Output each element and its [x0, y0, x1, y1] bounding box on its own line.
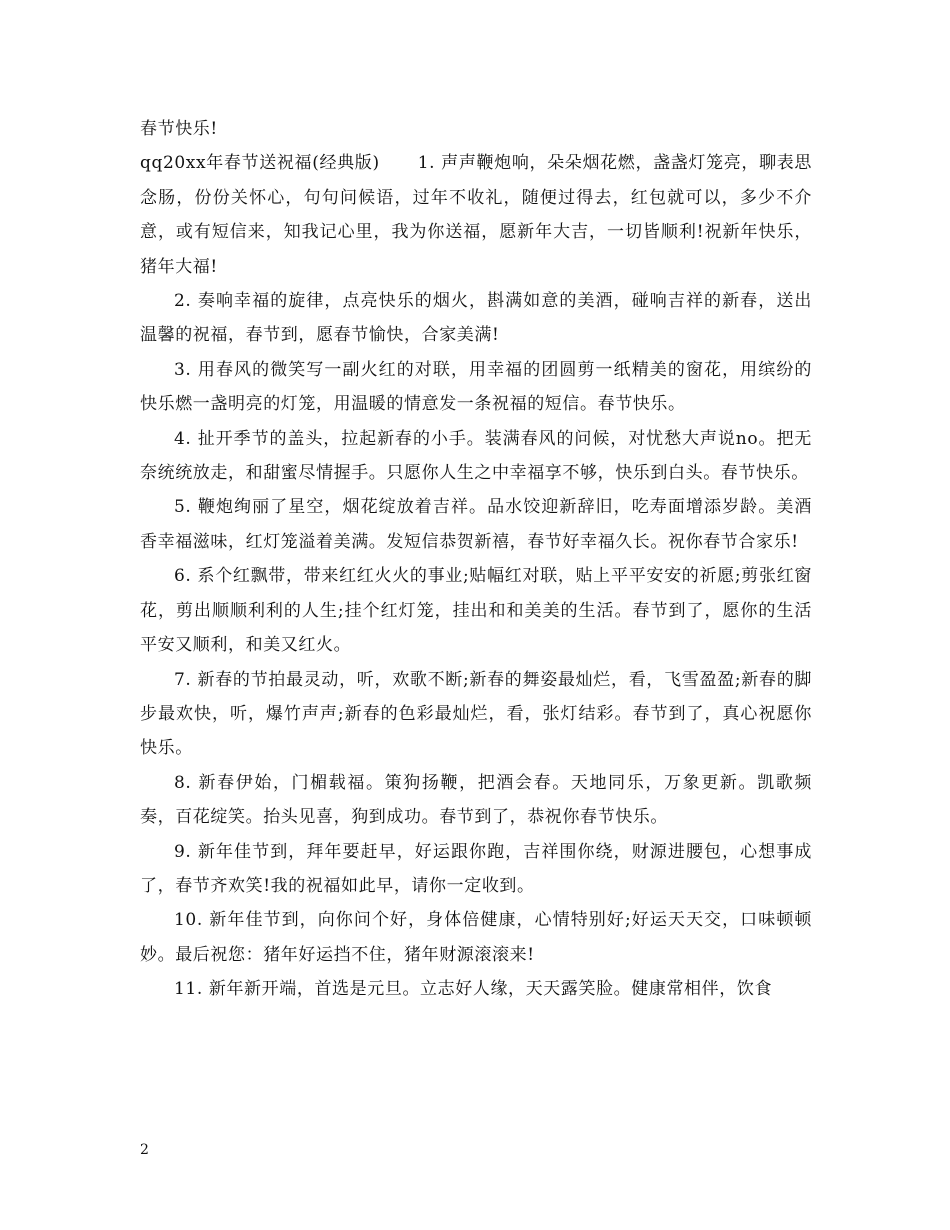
list-item-5: 5. 鞭炮绚丽了星空，烟花绽放着吉祥。品水饺迎新辞旧，吃寿面增添岁龄。美酒香幸福滋味，红灯笼溢着美满。发短信恭贺新禧，春节好幸福久长。祝你春节合家乐!	[140, 497, 812, 552]
intro-line: 春节快乐!	[140, 119, 218, 139]
heading-and-first-item	[140, 146, 812, 284]
list-item-9: 9. 新年佳节到，拜年要赶早，好运跟你跑，吉祥围你绕，财源进腰包，心想事成了，春节齐欢笑!我的祝福如此早，请你一定收到。	[140, 841, 812, 896]
article-heading: qq20xx年春节送祝福(经典版)	[140, 153, 380, 174]
page-number: 2	[140, 1142, 149, 1158]
document-body	[140, 112, 812, 1007]
list-item-4: 4. 扯开季节的盖头，拉起新春的小手。装满春风的问候，对忧愁大声说no。把无奈统统放走，和甜蜜尽情握手。只愿你人生之中幸福享不够，快乐到白头。春节快乐。	[140, 428, 812, 484]
list-item-7: 7. 新春的节拍最灵动，听，欢歌不断;新春的舞姿最灿烂，看，飞雪盈盈;新春的脚步最欢快，听，爆竹声声;新春的色彩最灿烂，看，张灯结彩。春节到了，真心祝愿你快乐。	[140, 669, 812, 759]
list-item-11: 11. 新年新开端，首选是元旦。立志好人缘，天天露笑脸。健康常相伴，饮食	[174, 979, 773, 1000]
list-item-8: 8. 新春伊始，门楣载福。策狗扬鞭，把酒会春。天地同乐，万象更新。凯歌频奏，百花绽笑。抬头见喜，狗到成功。春节到了，恭祝你春节快乐。	[140, 772, 812, 828]
list-item-2: 2. 奏响幸福的旋律，点亮快乐的烟火，斟满如意的美酒，碰响吉祥的新春，送出温馨的祝福，春节到，愿春节愉快，合家美满!	[140, 291, 812, 346]
list-item-6: 6. 系个红飘带，带来红红火火的事业;贴幅红对联，贴上平平安安的祈愿;剪张红窗花，剪出顺顺利利的人生;挂个红灯笼，挂出和和美美的生活。春节到了，愿你的生活平安又顺利，和美又红火。	[140, 566, 812, 656]
list-item-3: 3. 用春风的微笑写一副火红的对联，用幸福的团圆剪一纸精美的窗花，用缤纷的快乐燃一盏明亮的灯笼，用温暖的情意发一条祝福的短信。春节快乐。	[140, 359, 812, 415]
list-item-10: 10. 新年佳节到，向你问个好，身体倍健康，心情特别好;好运天天交，口味顿顿妙。最后祝您：猪年好运挡不住，猪年财源滚滚来!	[140, 910, 812, 965]
list-item-1: 1. 声声鞭炮响，朵朵烟花燃，盏盏灯笼亮，聊表思念肠，份份关怀心，句句问候语，过年不收礼，随便过得去，红包就可以，多少不介意，或有短信来，知我记心里，我为你送福，愿新年大吉，一切皆顺利!祝新年快乐，猪年大福!	[140, 153, 812, 277]
